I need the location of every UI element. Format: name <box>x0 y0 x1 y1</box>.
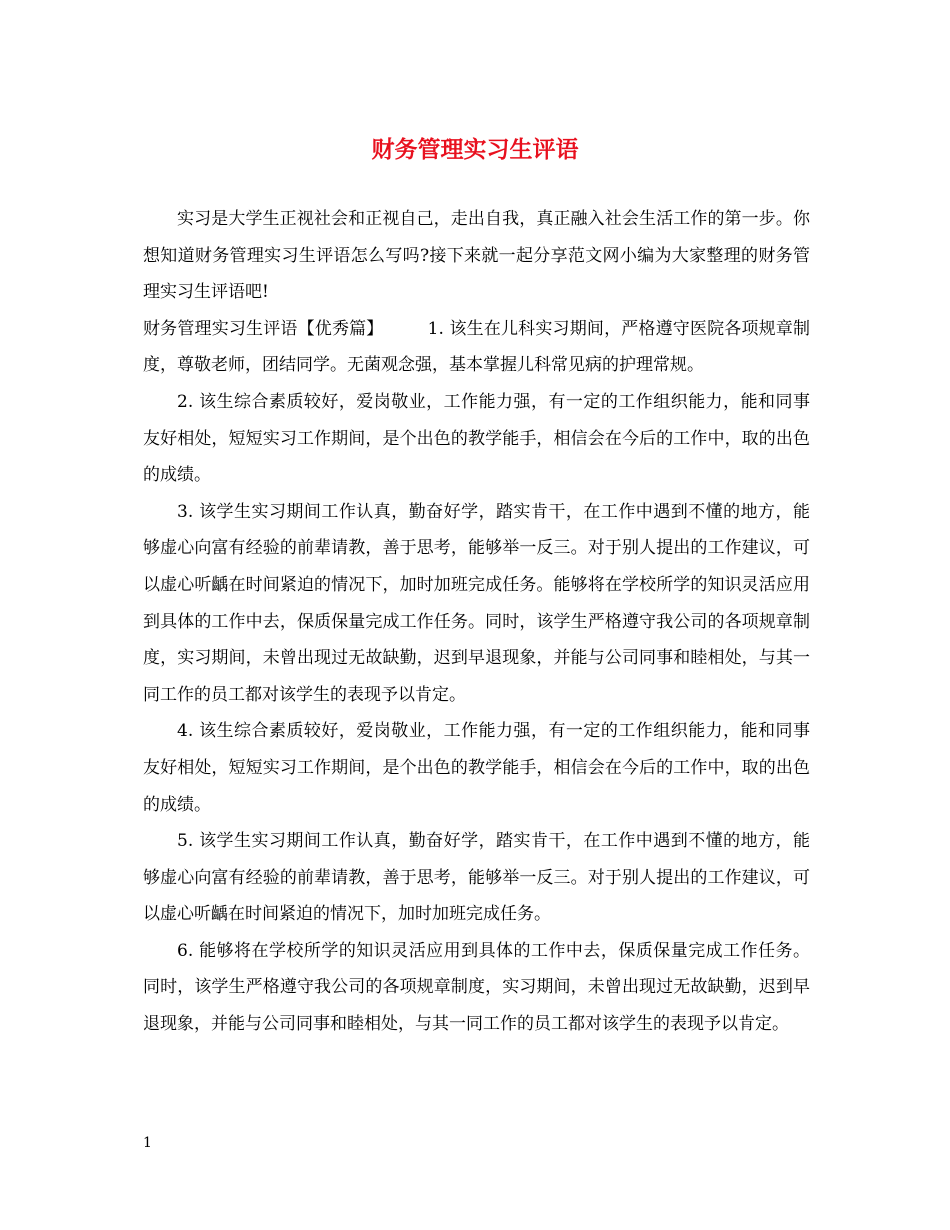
intro-paragraph: 实习是大学生正视社会和正视自己，走出自我，真正融入社会生活工作的第一步。你想知道财务管理实习生评语怎么写吗?接下来就一起分享范文网小编为大家整理的财务管理实习生评语吧! <box>143 209 810 303</box>
item-4-paragraph: 4. 该生综合素质较好，爱岗敬业，工作能力强，有一定的工作组织能力，能和同事友好相处，短短实习工作期间，是个出色的教学能手，相信会在今后的工作中，取的出色的成绩。 <box>143 721 810 815</box>
document-title: 财务管理实习生评语 <box>371 136 579 163</box>
item-5-paragraph: 5. 该学生实习期间工作认真，勤奋好学，踏实肯干，在工作中遇到不懂的地方，能够虚心向富有经验的前辈请教，善于思考，能够举一反三。对于别人提出的工作建议，可以虚心听齲在时间紧迫的情况下，加时加班完成任务。 <box>143 831 810 925</box>
item-3-paragraph: 3. 该学生实习期间工作认真，勤奋好学，踏实肯干，在工作中遇到不懂的地方，能够虚心向富有经验的前辈请教，善于思考，能够举一反三。对于别人提出的工作建议，可以虚心听齲在时间紧迫的情况下，加时加班完成任务。能够将在学校所学的知识灵活应用到具体的工作中去，保质保量完成工作任务。同时，该学生严格遵守我公司的各项规章制度，实习期间，未曾出现过无故缺勤，迟到早退现象，并能与公司同事和睦相处，与其一同工作的员工都对该学生的表现予以肯定。 <box>143 501 810 705</box>
item-2-paragraph: 2. 该生综合素质较好，爱岗敬业，工作能力强，有一定的工作组织能力，能和同事友好相处，短短实习工作期间，是个出色的教学能手，相信会在今后的工作中，取的出色的成绩。 <box>143 391 810 486</box>
item-1-text: 1. 该生在儿科实习期间，严格遵守医院各项规章制度，尊敬老师，团结同学。无菌观念强，基本掌握儿科常见病的护理常规。 <box>143 318 811 376</box>
item-6-paragraph: 6. 能够将在学校所学的知识灵活应用到具体的工作中去，保质保量完成工作任务。同时，该学生严格遵守我公司的各项规章制度，实习期间，未曾出现过无故缺勤，迟到早退现象，并能与公司同事和睦相处，与其一同工作的员工都对该学生的表现予以肯定。 <box>143 940 810 1035</box>
page-number: 1 <box>143 1135 152 1151</box>
section-paragraph-1 <box>143 311 810 384</box>
document-body <box>143 201 810 1043</box>
section-heading: 财务管理实习生评语【优秀篇】 <box>143 318 384 339</box>
